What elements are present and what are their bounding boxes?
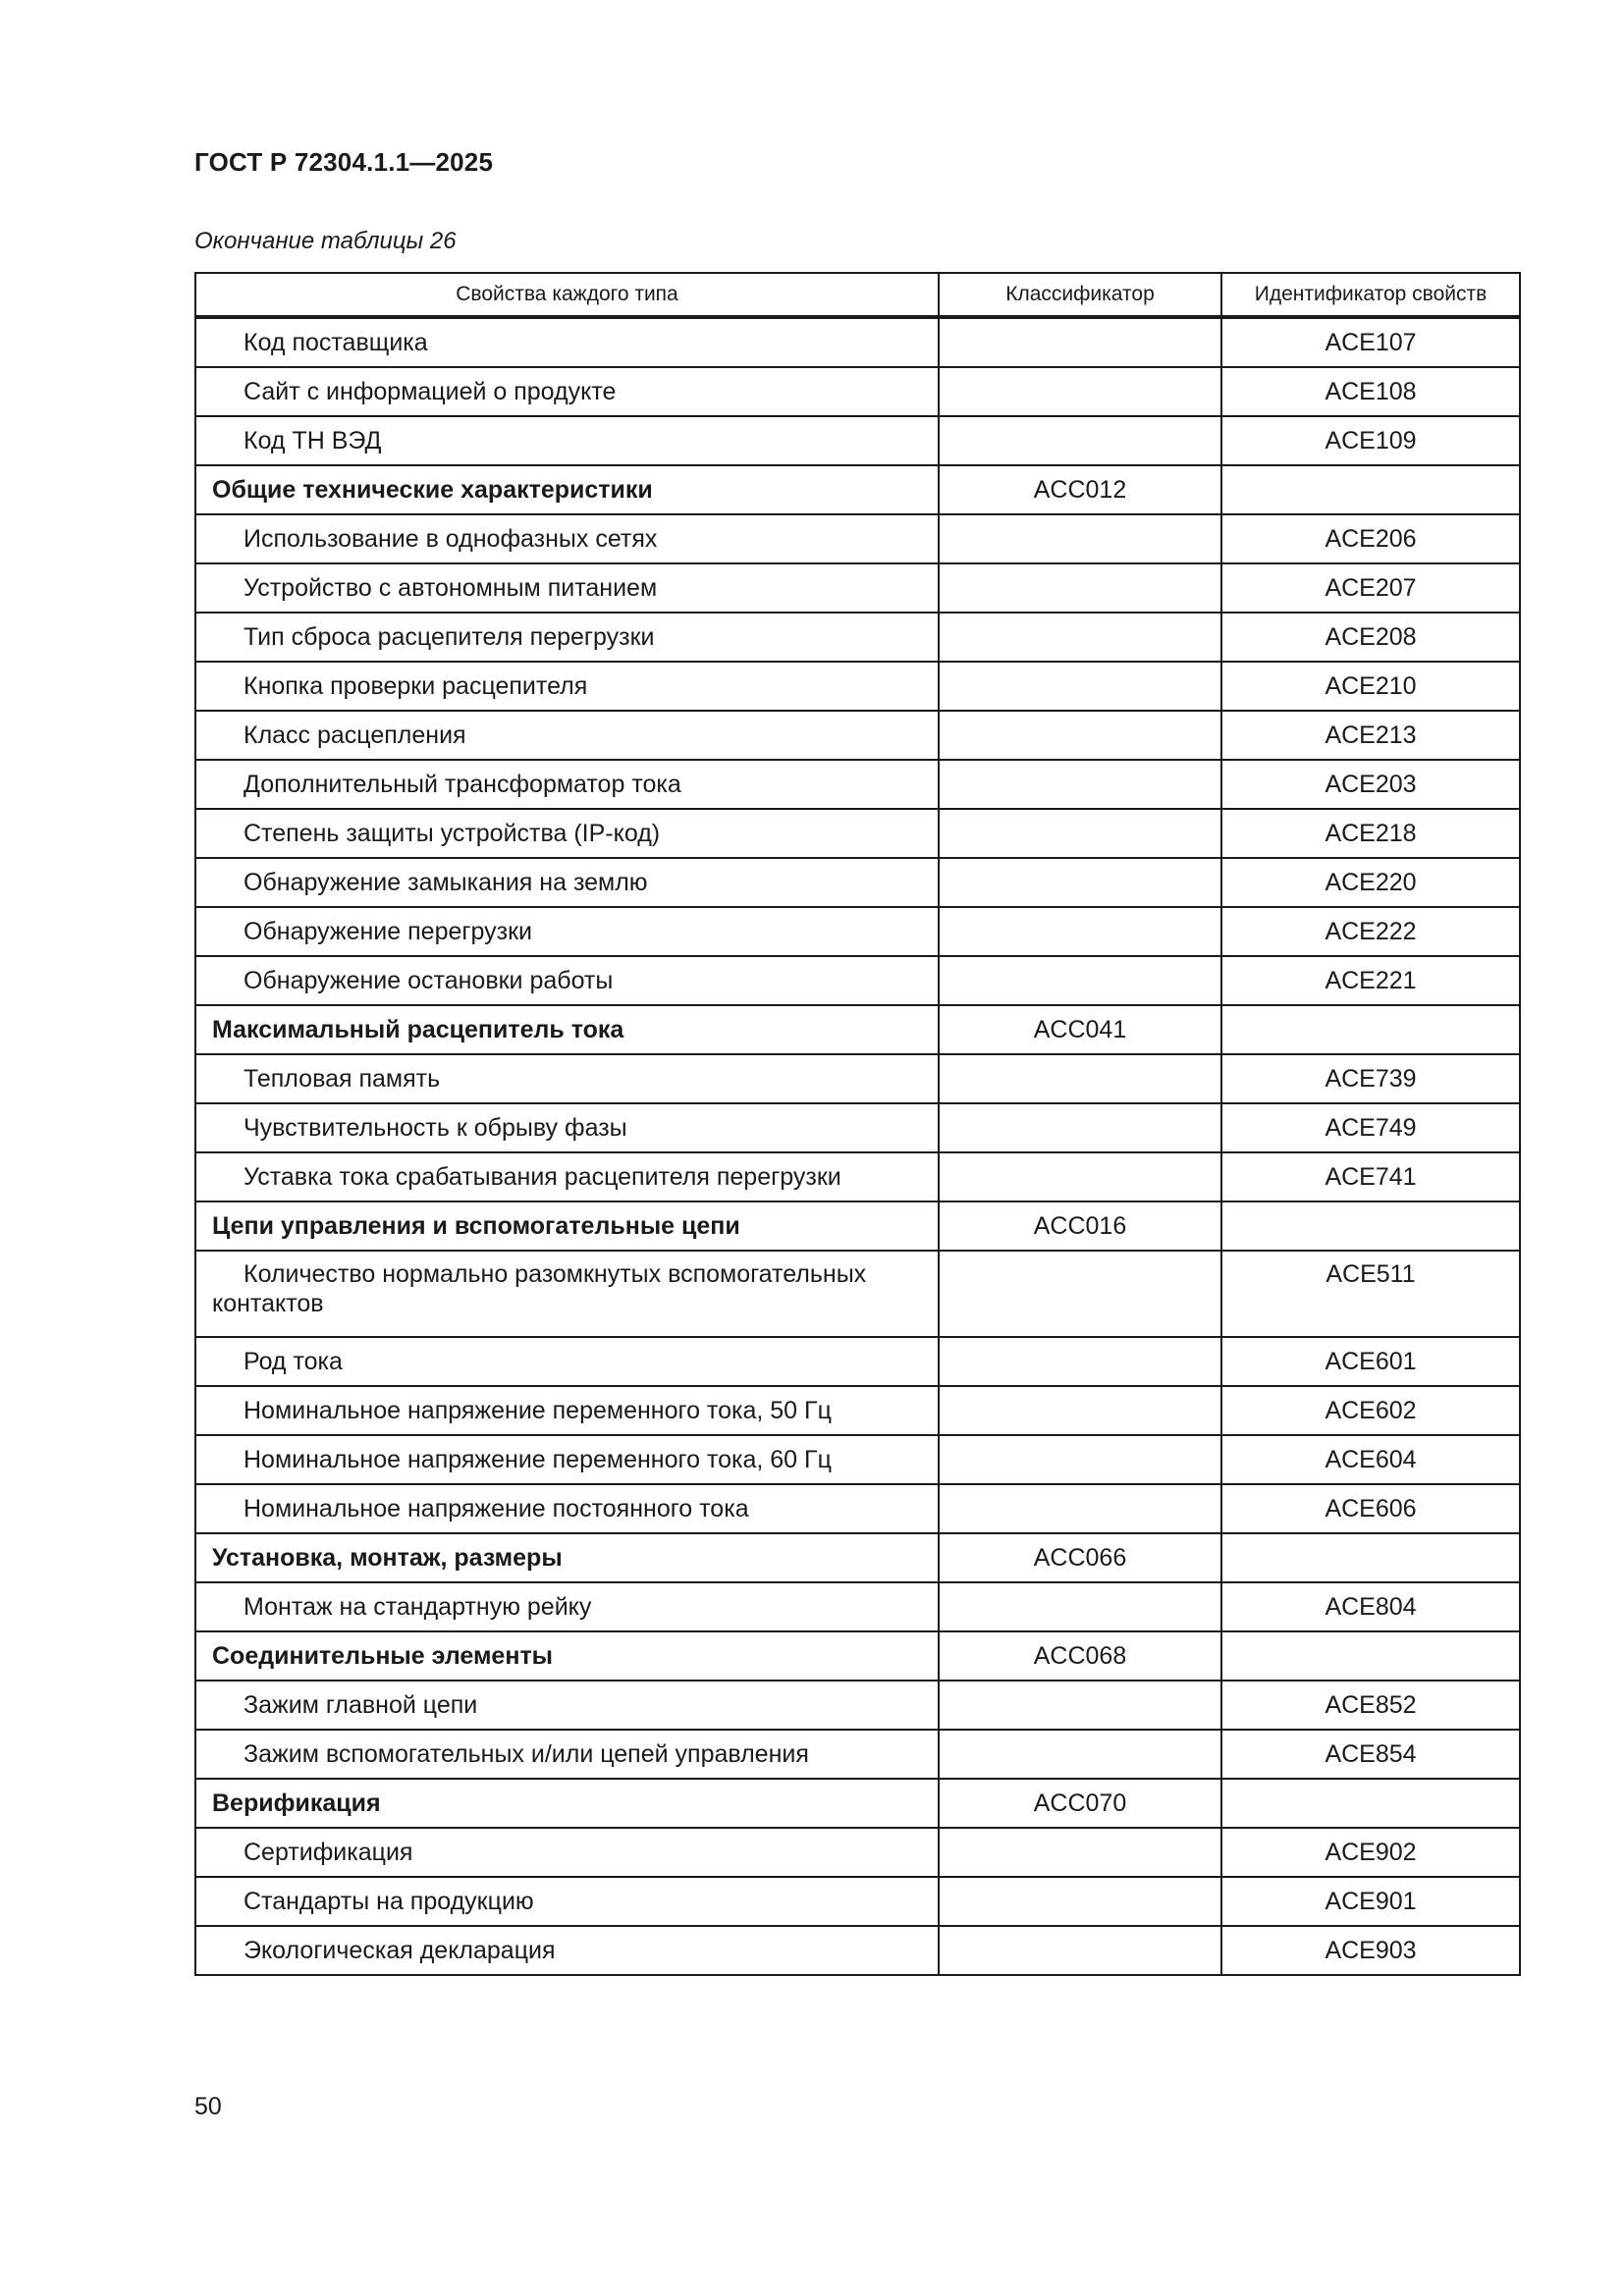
table-group-row: [195, 465, 1520, 514]
property-name: Сайт с информацией о продукте: [244, 378, 617, 405]
property-name-cell: [195, 1730, 939, 1779]
table-row: [195, 367, 1520, 416]
property-name: Устройство с автономным питанием: [244, 574, 658, 602]
table-row: [195, 809, 1520, 858]
classifier-cell: [939, 1337, 1221, 1386]
property-name: Зажим главной цепи: [244, 1691, 478, 1719]
table-header-row: [195, 273, 1520, 317]
property-name-cell: [195, 1152, 939, 1201]
property-id-cell: ACE222: [1221, 907, 1520, 956]
property-name: Род тока: [244, 1348, 343, 1375]
property-id-cell: [1221, 1201, 1520, 1251]
property-name: Класс расцепления: [244, 721, 466, 749]
property-id-cell: ACE210: [1221, 662, 1520, 711]
property-name-cell: Максимальный расцепитель тока: [195, 1005, 939, 1054]
property-name-cell: Соединительные элементы: [195, 1631, 939, 1681]
table-group-row: [195, 1005, 1520, 1054]
table-row: [195, 1337, 1520, 1386]
classifier-cell: [939, 907, 1221, 956]
property-id-cell: ACE108: [1221, 367, 1520, 416]
classifier-cell: ACC068: [939, 1631, 1221, 1681]
classifier-cell: ACC066: [939, 1533, 1221, 1582]
classifier-cell: [939, 1251, 1221, 1337]
table-row: [195, 1386, 1520, 1435]
property-name-cell: [195, 1435, 939, 1484]
table-row: [195, 1828, 1520, 1877]
table-group-row: [195, 1631, 1520, 1681]
property-name-cell: [195, 1484, 939, 1533]
classifier-cell: [939, 760, 1221, 809]
property-name: Номинальное напряжение постоянного тока: [244, 1495, 749, 1522]
table-row: [195, 1730, 1520, 1779]
property-name: Обнаружение перегрузки: [244, 918, 532, 945]
property-name: Монтаж на стандартную рейку: [244, 1593, 592, 1621]
property-id-cell: ACE601: [1221, 1337, 1520, 1386]
column-header-classifier: Классификатор: [939, 273, 1221, 317]
property-name: Зажим вспомогательных и/или цепей управления: [244, 1740, 809, 1768]
property-name-cell: [195, 1054, 939, 1103]
property-id-cell: [1221, 1631, 1520, 1681]
property-id-cell: ACE203: [1221, 760, 1520, 809]
classifier-cell: ACC041: [939, 1005, 1221, 1054]
table-row: [195, 1582, 1520, 1631]
property-name: Кнопка проверки расцепителя: [244, 672, 588, 700]
classifier-cell: [939, 1386, 1221, 1435]
property-id-cell: ACE602: [1221, 1386, 1520, 1435]
property-id-cell: ACE206: [1221, 514, 1520, 563]
table-row: [195, 1435, 1520, 1484]
property-id-cell: ACE606: [1221, 1484, 1520, 1533]
property-id-cell: ACE511: [1221, 1251, 1520, 1337]
table-row: [195, 711, 1520, 760]
classifier-cell: [939, 858, 1221, 907]
property-name-cell: [195, 1582, 939, 1631]
table-row: [195, 1681, 1520, 1730]
property-name: Тип сброса расцепителя перегрузки: [244, 623, 655, 651]
classifier-cell: ACC016: [939, 1201, 1221, 1251]
property-id-cell: ACE804: [1221, 1582, 1520, 1631]
property-name-cell: Общие технические характеристики: [195, 465, 939, 514]
table-row: [195, 563, 1520, 613]
classifier-cell: [939, 1681, 1221, 1730]
classifier-cell: [939, 563, 1221, 613]
property-name-cell: [195, 1386, 939, 1435]
property-name-cell: [195, 1251, 939, 1337]
property-name: Код ТН ВЭД: [244, 427, 382, 454]
property-id-cell: ACE739: [1221, 1054, 1520, 1103]
property-id-cell: ACE207: [1221, 563, 1520, 613]
table-row: [195, 760, 1520, 809]
property-name: Код поставщика: [244, 329, 428, 356]
table-group-row: [195, 1779, 1520, 1828]
table-row: [195, 1054, 1520, 1103]
property-id-cell: ACE901: [1221, 1877, 1520, 1926]
property-name-cell: [195, 1877, 939, 1926]
property-name-cell: [195, 662, 939, 711]
table-row: [195, 1103, 1520, 1152]
property-name: Экологическая декларация: [244, 1937, 556, 1964]
table-row: [195, 1251, 1520, 1337]
table-caption: Окончание таблицы 26: [194, 228, 457, 254]
classifier-cell: [939, 1926, 1221, 1975]
classifier-cell: [939, 1582, 1221, 1631]
classifier-cell: [939, 1103, 1221, 1152]
column-header-property-id: Идентификатор свойств: [1221, 273, 1520, 317]
property-name-cell: [195, 317, 939, 367]
table-row: [195, 1877, 1520, 1926]
property-name-cell: [195, 1828, 939, 1877]
property-id-cell: ACE109: [1221, 416, 1520, 465]
property-name-cell: [195, 563, 939, 613]
property-id-cell: ACE854: [1221, 1730, 1520, 1779]
property-id-cell: [1221, 1779, 1520, 1828]
document-code: ГОСТ Р 72304.1.1—2025: [194, 147, 494, 177]
property-name-cell: [195, 711, 939, 760]
classifier-cell: [939, 1435, 1221, 1484]
property-id-cell: ACE903: [1221, 1926, 1520, 1975]
classifier-cell: [939, 1877, 1221, 1926]
property-id-cell: ACE218: [1221, 809, 1520, 858]
property-id-cell: ACE208: [1221, 613, 1520, 662]
property-name-cell: [195, 1337, 939, 1386]
property-id-cell: ACE220: [1221, 858, 1520, 907]
property-name-continuation: контактов: [212, 1290, 324, 1317]
property-name-cell: [195, 907, 939, 956]
property-id-cell: ACE902: [1221, 1828, 1520, 1877]
classifier-cell: [939, 956, 1221, 1005]
property-name-cell: [195, 613, 939, 662]
table-row: [195, 858, 1520, 907]
classifier-cell: [939, 1484, 1221, 1533]
properties-table: [194, 272, 1521, 1976]
property-id-cell: ACE741: [1221, 1152, 1520, 1201]
table-row: [195, 956, 1520, 1005]
table-row: [195, 1484, 1520, 1533]
column-header-properties: Свойства каждого типа: [195, 273, 939, 317]
property-name: Уставка тока срабатывания расцепителя перегрузки: [244, 1163, 841, 1191]
property-id-cell: [1221, 1533, 1520, 1582]
property-name: Номинальное напряжение переменного тока, 50 Гц: [244, 1397, 832, 1424]
property-id-cell: ACE852: [1221, 1681, 1520, 1730]
property-name-cell: [195, 858, 939, 907]
property-name-cell: [195, 1103, 939, 1152]
property-name: Обнаружение остановки работы: [244, 967, 614, 994]
property-name-cell: [195, 760, 939, 809]
classifier-cell: [939, 1730, 1221, 1779]
table-body: [195, 317, 1520, 1975]
property-id-cell: ACE749: [1221, 1103, 1520, 1152]
property-name: Сертификация: [244, 1839, 413, 1866]
classifier-cell: [939, 317, 1221, 367]
table-row: [195, 1152, 1520, 1201]
property-name: Использование в однофазных сетях: [244, 525, 658, 553]
property-name-cell: [195, 367, 939, 416]
property-id-cell: ACE213: [1221, 711, 1520, 760]
table-row: [195, 514, 1520, 563]
property-id-cell: [1221, 465, 1520, 514]
property-id-cell: [1221, 1005, 1520, 1054]
classifier-cell: [939, 416, 1221, 465]
table-row: [195, 317, 1520, 367]
table-group-row: [195, 1533, 1520, 1582]
property-name: Степень защиты устройства (IP-код): [244, 820, 661, 847]
classifier-cell: [939, 711, 1221, 760]
property-name-cell: [195, 514, 939, 563]
classifier-cell: ACC012: [939, 465, 1221, 514]
property-name-cell: [195, 956, 939, 1005]
classifier-cell: [939, 514, 1221, 563]
property-id-cell: ACE604: [1221, 1435, 1520, 1484]
property-name-cell: [195, 1681, 939, 1730]
property-name-cell: Установка, монтаж, размеры: [195, 1533, 939, 1582]
property-name-cell: Цепи управления и вспомогательные цепи: [195, 1201, 939, 1251]
classifier-cell: [939, 367, 1221, 416]
property-name: Стандарты на продукцию: [244, 1888, 534, 1915]
property-id-cell: ACE221: [1221, 956, 1520, 1005]
property-name-cell: [195, 809, 939, 858]
property-name-cell: [195, 1926, 939, 1975]
table-row: [195, 662, 1520, 711]
property-name: Тепловая память: [244, 1065, 441, 1093]
property-name: Обнаружение замыкания на землю: [244, 869, 648, 896]
page-number: 50: [194, 2093, 222, 2120]
classifier-cell: [939, 1828, 1221, 1877]
classifier-cell: ACC070: [939, 1779, 1221, 1828]
property-id-cell: ACE107: [1221, 317, 1520, 367]
classifier-cell: [939, 662, 1221, 711]
table-row: [195, 613, 1520, 662]
property-name: Номинальное напряжение переменного тока, 60 Гц: [244, 1446, 832, 1473]
classifier-cell: [939, 1152, 1221, 1201]
table-row: [195, 907, 1520, 956]
classifier-cell: [939, 1054, 1221, 1103]
classifier-cell: [939, 809, 1221, 858]
property-name-cell: Верификация: [195, 1779, 939, 1828]
property-name: Чувствительность к обрыву фазы: [244, 1114, 627, 1142]
property-name: Дополнительный трансформатор тока: [244, 771, 681, 798]
table-row: [195, 1926, 1520, 1975]
property-name: Количество нормально разомкнутых вспомогательных: [244, 1260, 867, 1288]
property-name-cell: [195, 416, 939, 465]
table-group-row: [195, 1201, 1520, 1251]
classifier-cell: [939, 613, 1221, 662]
table-row: [195, 416, 1520, 465]
